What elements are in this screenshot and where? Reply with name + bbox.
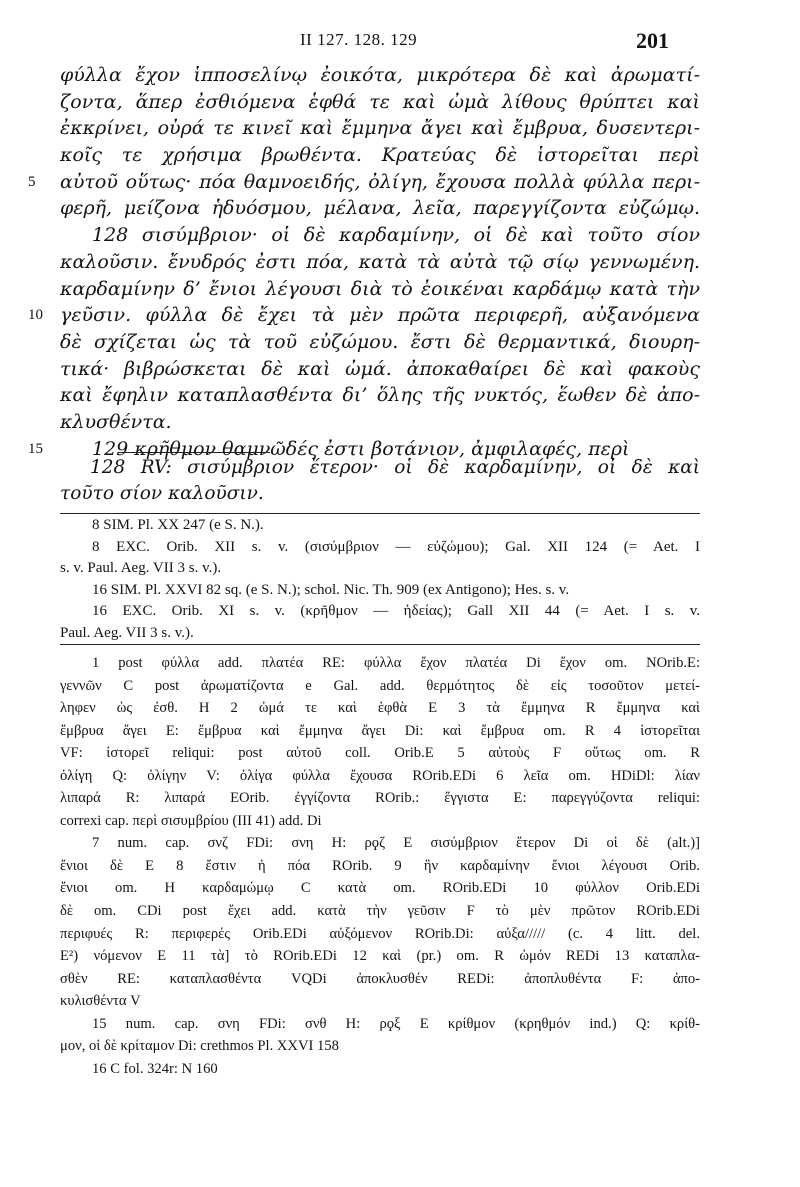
line-text: φερῆ, μείζονα ἡδυόσμου, μέλανα, λεῖα, παρεγγίζοντα εὐζώμῳ. (60, 197, 700, 220)
testimonia-line: 16 EXC. Orib. XI s. v. (κρῆθμον — ἡδείας); Gall XII 44 (= Aet. I s. v. (92, 603, 700, 620)
line-text: κοῖς τε χρήσιμα βρωθέντα. Κρατεύας δὲ ἱστορεῖται περὶ (60, 144, 700, 167)
line-text: δὲ σχίζεται ὡς τὰ τοῦ εὐζώμου. ἔστι δὲ θερμαντικά, διουρη- (60, 330, 700, 353)
running-head (0, 22, 800, 62)
apparatus-line: ὀλίγη Q: ὀλίγην V: ὀλίγα φύλλα ἔχουσα ROrib.EDi 6 λεῖα om. HDiDl: λίαν (60, 767, 700, 784)
apparatus-line: περιφυές R: περιφερές Orib.EDi αὐξόμενον ROrib.Di: αὐξα///// (c. 4 litt. del. (60, 925, 700, 942)
testimonia-line: 8 EXC. Orib. XII s. v. (σισύμβριον — εὐζώμου); Gal. XII 124 (= Aet. I (92, 538, 700, 555)
apparatus-line: 7 num. cap. σνζ FDi: σνη H: ρϙζ E σισύμβριον ἕτερον Di οἱ δὲ (alt.)] (92, 835, 700, 852)
main-text (28, 62, 700, 462)
page-number: 201 (636, 28, 669, 53)
apparatus-line: κυλισθέντα V (60, 993, 141, 1010)
line-text: καὶ ἔφηλιν καταπλασθέντα δι’ ὅλης τῆς νυκτός, ἕωθεν δὲ ἀπο- (60, 384, 700, 407)
text-line (60, 249, 700, 276)
line-text: καλοῦσιν. ἔνυδρός ἐστι πόα, κατὰ τὰ αὐτὰ τῷ σίῳ γεννωμένη. (60, 250, 700, 273)
line-text: φύλλα ἔχον ἱπποσελίνῳ ἐοικότα, μικρότερα δὲ καὶ ἀρωματί- (60, 64, 700, 86)
apparatus-line: VF: ἱστορεῖ reliqui: post αὐτοῦ coll. Orib.E 5 αὐτοὺς F οὕτως om. R (60, 745, 700, 762)
apparatus-line: σθὲν RE: καταπλασθέντα VQDi ἀποκλυσθέν REDi: ἀποπλυθέντα F: ἀπο- (60, 970, 700, 987)
apparatus-line: μον, οἱ δὲ κρίταμον Di: crethmos Pl. XXVI 158 (60, 1038, 339, 1055)
text-line (60, 222, 700, 249)
apparatus-line: correxi cap. περὶ σισυμβρίου (III 41) add. Di (60, 812, 322, 829)
apparatus-line: 1 post φύλλα add. πλατέα RE: φύλλα ἔχον πλατέα Di ἔχον om. NOrib.E: (92, 655, 700, 671)
line-number: 5 (28, 173, 36, 190)
testimonia-line: 8 SIM. Pl. XX 247 (e S. N.). (92, 517, 264, 533)
apparatus-line: δὲ om. CDi post ἔχει add. κατὰ τὴν γεῦσιν F τὸ μὲν πρῶτον ROrib.EDi (60, 903, 700, 920)
line-text: καρδαμίνην δ’ ἔνιοι λέγουσι διὰ τὸ ἐοικέναι καρδάμῳ κατὰ τὴν (60, 277, 700, 300)
text-line (28, 302, 700, 329)
apparatus-line: 15 num. cap. σνη FDi: σνθ H: ρϙξ E κρίθμον (κρηθμόν ind.) Q: κρίθ- (92, 1015, 700, 1032)
text-line (60, 115, 700, 142)
text-line (60, 62, 700, 89)
line-text: αὐτοῦ οὕτως· πόα θαμνοειδής, ὀλίγη, ἔχουσα πολλὰ φύλλα περι- (60, 170, 700, 193)
apparatus-line: ληφεν ὡς ἐσθ. H 2 ὠμά τε καὶ ἑφθὰ E 3 τὰ ἔμμηνα R ἔμμηνα καὶ (60, 700, 700, 717)
text-line (60, 409, 700, 436)
apparatus-rule (60, 644, 700, 645)
text-line (60, 329, 700, 356)
line-number: 10 (28, 307, 43, 324)
line-text: 128 σισύμβριον· οἱ δὲ καρδαμίνην, οἱ δὲ καὶ τοῦτο σίον (92, 224, 700, 247)
text-line (60, 142, 700, 169)
text-line (60, 89, 700, 116)
apparatus-line: ἔνιοι δὲ E 8 ἔστιν ἡ πόα ROrib. 9 ἣν καρδαμίνην ἔνιοι λέγουσι Orib. (60, 857, 700, 874)
line-text: ἐκκρίνει, οὐρά τε κινεῖ καὶ ἔμμηνα ἄγει καὶ ἔμβρυα, δυσεντερι- (60, 117, 700, 140)
line-text: κλυσθέντα. (60, 410, 172, 433)
text-line (60, 356, 700, 383)
testimonia-rule (60, 513, 700, 514)
apparatus-line: γεννῶν C post ἀρωματίζοντα e Gal. add. θερμότητος δὲ εἰς τοσοῦτον μετεί- (60, 677, 700, 694)
line-text: 129 κρῆθμον θαμνῶδές ἐστι βοτάνιον, ἀμφιλαφές, περὶ (92, 437, 630, 460)
variant-note-line: 128 RV: σισύμβριον ἕτερον· οἱ δὲ καρδαμίνην, οἱ δὲ καὶ (90, 457, 700, 478)
short-rule (118, 452, 270, 453)
apparatus-line: ἔνιοι om. H καρδαμώμῳ C κατὰ om. ROrib.EDi 10 φύλλον Orib.EDi (60, 880, 700, 897)
running-head-reference: II 127. 128. 129 (300, 30, 418, 49)
text-line (60, 276, 700, 303)
apparatus-line: λιπαρά R: λιπαρά EOrib. ἐγγίζοντα ROrib.: ἔγγιστα E: παρεγγύζοντα reliqui: (60, 790, 700, 807)
apparatus-line: ἔμβρυα ἄγει E: ἔμβρυα καὶ ἔμμηνα ἄγει Di: καὶ ἔμβρυα om. R 4 ἱστορεῖται (60, 722, 700, 739)
variant-note (60, 455, 700, 506)
apparatus-block (60, 652, 700, 1080)
testimonia-block (60, 515, 700, 645)
testimonia-line: s. v. Paul. Aeg. VII 3 s. v.). (60, 560, 222, 577)
line-text: ζοντα, ἅπερ ἐσθιόμενα ἑφθά τε καὶ ὠμὰ λίθους θρύπτει καὶ (60, 90, 700, 113)
line-number: 15 (28, 440, 43, 457)
text-line (60, 382, 700, 409)
testimonia-line: 16 SIM. Pl. XXVI 82 sq. (e S. N.); schol. Nic. Th. 909 (ex Antigono); Hes. s. v. (92, 581, 570, 598)
line-text: τικά· βιβρώσκεται δὲ καὶ ὠμά. ἀποκαθαίρει δὲ καὶ φακοὺς (60, 357, 700, 380)
text-line (28, 169, 700, 196)
variant-note-line: τοῦτο σίον καλοῦσιν. (60, 482, 264, 504)
apparatus-line: 16 C fol. 324r: N 160 (92, 1060, 218, 1077)
text-line (60, 195, 700, 222)
apparatus-line: E²) νόμενον E 11 τὰ] τὸ ROrib.EDi 12 καὶ (pr.) om. R ὠμόν REDi 13 καταπλα- (60, 948, 700, 965)
testimonia-line: Paul. Aeg. VII 3 s. v.). (60, 624, 194, 641)
line-text: γεῦσιν. φύλλα δὲ ἔχει τὰ μὲν πρῶτα περιφερῆ, αὐξανόμενα (60, 304, 700, 327)
